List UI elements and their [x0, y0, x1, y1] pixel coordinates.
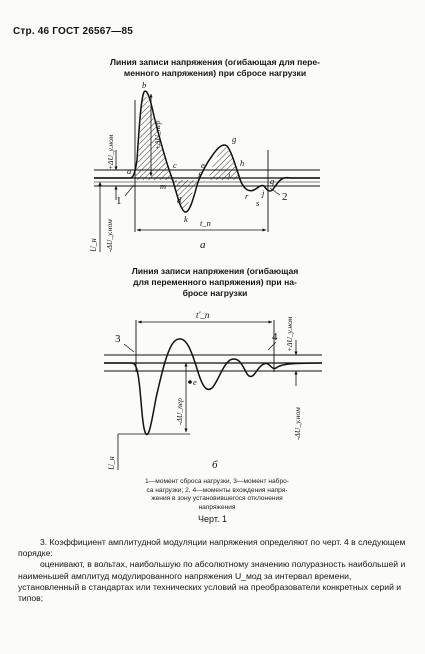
point-label: i — [228, 170, 231, 180]
leader-line — [268, 342, 276, 350]
point-label: e — [201, 160, 205, 170]
figure-a-title-line: менного напряжения) при сбросе нагрузки — [123, 68, 307, 78]
legend-line: жения в зону установившегося отклонения — [151, 495, 283, 503]
figure-b-title-line: для переменного напряжения) при на- — [133, 277, 297, 287]
nominal-voltage-label: U_н — [89, 238, 98, 252]
figure-caption: Черт. 1 — [198, 514, 227, 524]
point-label: c — [173, 160, 177, 170]
point-label: d — [177, 195, 182, 205]
overshoot-label: +ΔU_пер — [153, 120, 162, 150]
paragraph-3: 3. Коэффициент амплитудной модуляции напряжения определяют по черт. 4 в следующем порядке: — [18, 537, 406, 559]
neg-tolerance-label: -ΔU_у.ном — [105, 219, 114, 252]
point-label: j — [262, 188, 265, 198]
paragraph-3-item: оценивают, в вольтах, наибольшую по абсолютному значению полуразность наибольшей и наименьшей амплитуд модулированного напряжения U_мод за интервал времени, установленный в стандартах или технических условий на преобразователи конкретных серий и типов; — [18, 559, 406, 604]
page-header: Стр. 46 ГОСТ 26567—85 — [13, 26, 133, 37]
transient-time-label: t_п — [200, 218, 211, 228]
tolerance-label: +ΔU_у.ном — [106, 134, 115, 170]
figure-a-labels — [89, 80, 288, 252]
point-label: e — [193, 377, 197, 387]
figure-b-title-line: Линия записи напряжения (огибающая — [131, 266, 299, 276]
point-label: b — [142, 80, 147, 90]
marker-number-4: 4 — [272, 331, 278, 343]
point-e-dot — [188, 380, 192, 384]
figure-b-sublabel: б — [212, 459, 218, 471]
undershoot-label: -ΔU_пер — [175, 398, 184, 425]
neg-tolerance-label: -ΔU_у.ном — [293, 407, 302, 440]
tolerance-label: +ΔU_у.ном — [285, 316, 294, 352]
figure-legend — [112, 478, 322, 512]
point-label: k — [184, 214, 188, 224]
nominal-voltage-label: U_н — [107, 456, 116, 470]
voltage-envelope-curve — [104, 339, 322, 435]
legend-line: са нагрузки; 2, 4—моменты вхождения напря- — [146, 486, 288, 494]
marker-number-2: 2 — [282, 191, 288, 203]
legend-line: 1—момент сброса нагрузки, 3—момент набро- — [145, 478, 289, 485]
marker-number-3: 3 — [115, 333, 121, 345]
leader-line — [125, 185, 134, 196]
figure-a-title-line: Линия записи напряжения (огибающая для пере- — [109, 57, 321, 67]
leader-line — [270, 188, 280, 195]
body-text — [18, 537, 408, 604]
leader-line — [124, 344, 134, 352]
point-label: m — [160, 181, 167, 191]
point-label: a — [127, 166, 132, 176]
legend-line: напряжения — [198, 503, 236, 511]
point-label: g — [232, 134, 237, 144]
transient-time-label: t'_п — [196, 310, 210, 320]
point-label: q — [270, 176, 275, 186]
figure-a-sublabel: а — [200, 239, 206, 251]
point-label: h — [240, 158, 245, 168]
marker-number-1: 1 — [116, 195, 122, 207]
hatched-area — [208, 144, 245, 180]
point-label: s — [256, 198, 260, 208]
point-label: f — [198, 170, 201, 180]
figure-b-title-line: бросе нагрузки — [182, 288, 248, 298]
point-label: r — [245, 191, 249, 201]
